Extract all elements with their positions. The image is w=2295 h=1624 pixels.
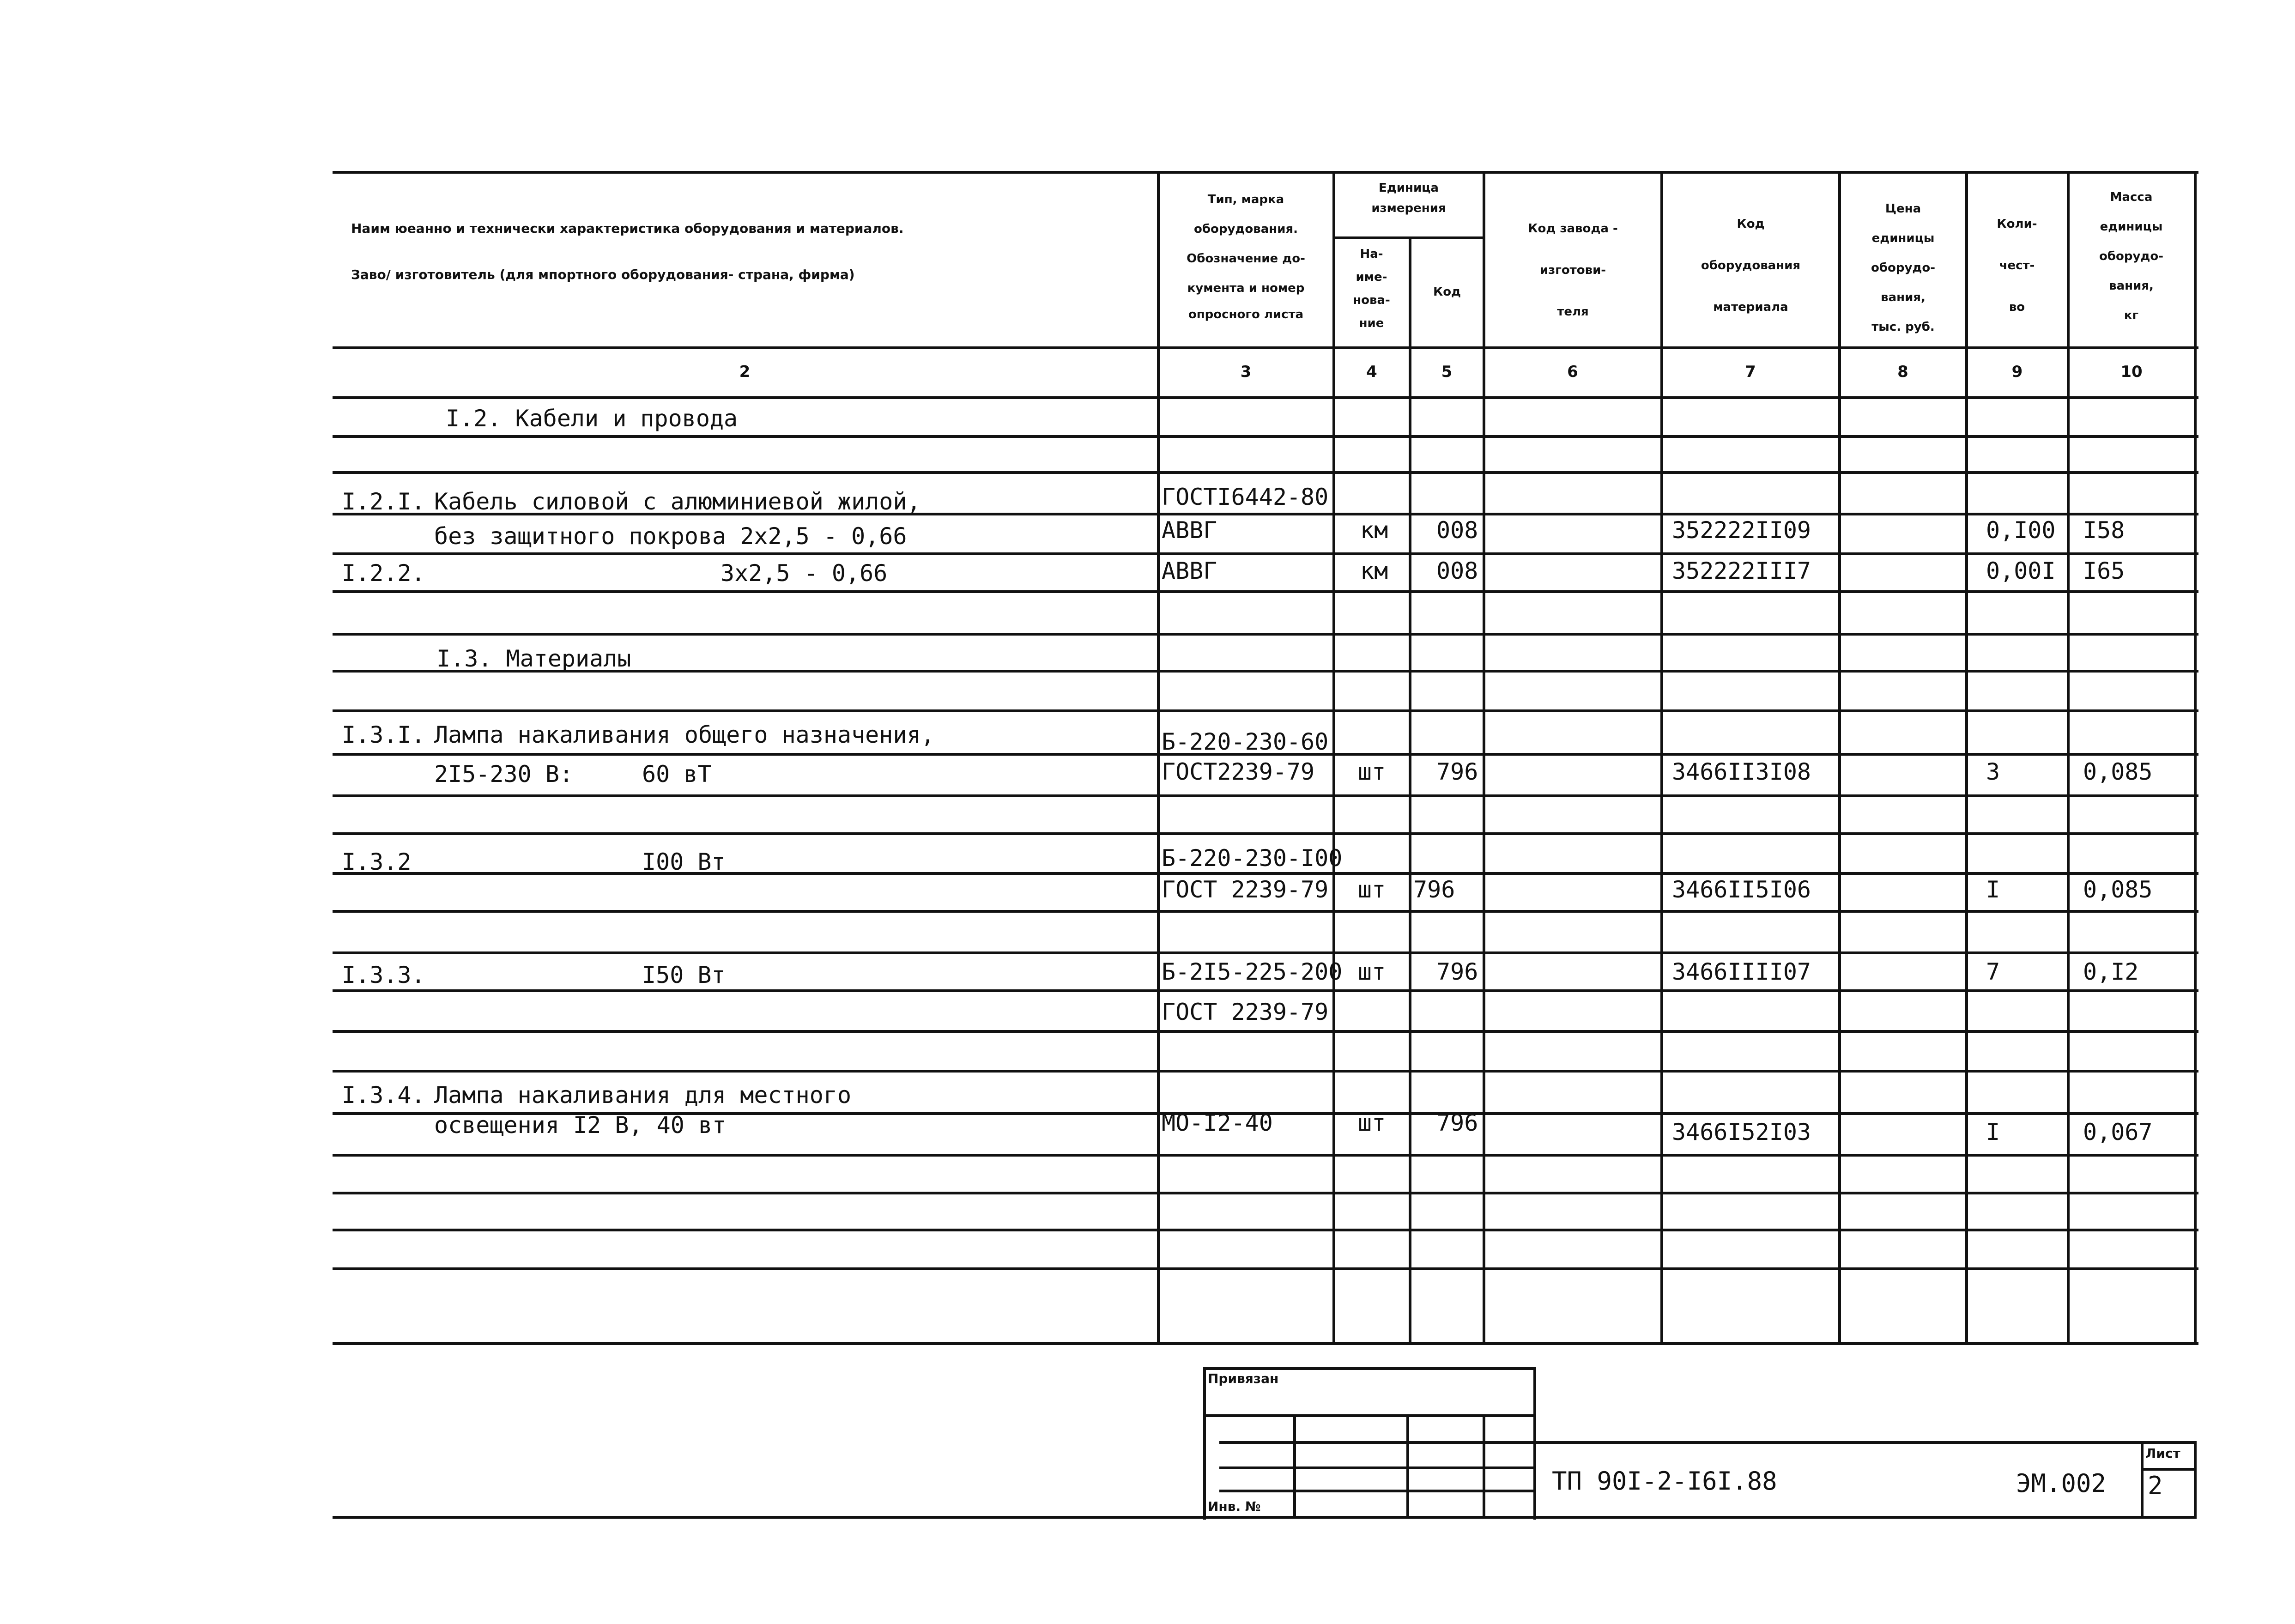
sheet-cell-divider [2141,1441,2144,1519]
table-bottom-border [333,1342,2198,1345]
item-number: I.2.2. [342,560,425,587]
item-type: МО-I2-40 [1162,1109,1273,1136]
item-name: Лампа накаливания для местного [434,1082,852,1109]
stamp-line [1219,1441,1536,1444]
item-mass: 0,067 [2083,1119,2153,1145]
stamp-line [1406,1414,1409,1518]
item-quantity: 0,I00 [1986,517,2056,544]
item-type: ГОСТ 2239-79 [1162,876,1329,903]
section-title: I.3. Материалы [436,645,631,672]
inventory-number-label: Инв. № [1208,1499,1261,1514]
item-unit-code: 796 [1436,1109,1478,1136]
stamp-line [1219,1490,1536,1492]
row-line [333,633,2198,636]
column-2-header-line-1: Наим юеанно и технически характеристика оборудования и материалов. [351,221,904,236]
header-line: единицы [1871,231,1935,245]
item-mass: 0,085 [2083,758,2153,785]
column-6-header [1486,208,1659,333]
title-block-bottom [333,1516,2196,1519]
stamp-top-label: Привязан [1208,1371,1279,1386]
item-number: I.3.3. [342,962,425,988]
item-name-suffix: 60 вТ [642,761,712,788]
item-type: Б-2I5-225-200 [1162,958,1343,985]
item-unit-code: 796 [1436,958,1478,985]
row-line [333,1267,2198,1270]
header-line: вания, [1881,291,1926,304]
header-line: кг [2124,309,2139,322]
row-line [333,794,2198,797]
item-unit: шт [1358,1109,1386,1136]
item-type: ГОСТ2239-79 [1162,758,1315,785]
item-name: Лампа накаливания общего назначения, [434,721,935,748]
header-line: опросного листа [1188,308,1304,321]
item-unit: км [1360,557,1388,584]
item-quantity: I [1986,1119,2000,1145]
row-line [333,590,2198,593]
row-line [333,951,2198,954]
stamp-line [1219,1466,1536,1469]
column-7-header [1664,203,1837,328]
item-number: I.3.I. [342,721,425,748]
header-line: Единица [1379,181,1439,195]
table-top-border [333,171,2198,174]
item-equipment-code: 3466II5I06 [1672,876,1811,903]
column-number-8: 8 [1897,363,1908,381]
column-number-3: 3 [1240,363,1252,381]
title-block-top [1533,1441,2196,1444]
header-line: На- [1360,247,1383,261]
item-name: без защитного покрова 2х2,5 - 0,66 [434,523,907,550]
sheet-cell-divider [2141,1468,2196,1471]
item-quantity: I [1986,876,2000,903]
row-line [333,1030,2198,1033]
item-mass: 0,085 [2083,876,2153,903]
header-line: изготови- [1539,263,1606,277]
header-line: оборудования [1701,259,1801,273]
row-line [333,709,2198,712]
row-line [333,435,2198,438]
row-line [333,471,2198,474]
column-4-header [1336,242,1407,335]
column-8-header [1842,194,1964,342]
header-line: теля [1557,305,1589,319]
stamp-line [1203,1367,1206,1520]
document-number: ТП 90I-2-I6I.88 [1552,1466,1777,1496]
column-10-header [2070,182,2192,330]
header-line: материала [1713,300,1788,314]
column-number-4: 4 [1366,363,1377,381]
item-equipment-code: 3466IIII07 [1672,958,1811,985]
item-type: ГОСТ 2239-79 [1162,999,1329,1025]
item-equipment-code: 352222III7 [1672,557,1811,584]
item-name: освещения I2 В, 40 вт [434,1112,727,1139]
item-type: ГОСТI6442-80 [1162,484,1329,510]
header-line: Коли- [1997,217,2037,231]
stamp-line [1483,1414,1485,1518]
row-line [333,1154,2198,1157]
header-line: Код [1737,217,1765,231]
item-name: 2I5-230 В: [434,761,574,788]
item-equipment-code: 3466I52I03 [1672,1119,1811,1145]
column-divider [1157,171,1160,1344]
header-line: Масса [2110,190,2153,204]
sheet-label: Лист [2145,1446,2180,1461]
column-5-header: Код [1433,285,1461,299]
item-mass: I58 [2083,517,2125,544]
item-number: I.2.I. [342,488,425,515]
item-quantity: 3 [1986,758,2000,785]
column-divider [1409,238,1411,1344]
document-code: ЭМ.002 [2016,1469,2107,1498]
column-divider [1332,171,1335,1344]
item-name: Кабель силовой с алюминиевой жилой, [434,488,921,515]
header-line: тыс. руб. [1871,320,1935,334]
header-bottom-border [333,346,2198,349]
item-unit: шт [1358,958,1386,985]
row-line [333,1070,2198,1073]
header-line: оборудо- [2099,249,2164,263]
item-mass: 0,I2 [2083,958,2139,985]
item-mass: I65 [2083,557,2125,584]
column-divider [1838,171,1841,1344]
item-type: АВВГ [1162,517,1217,544]
header-line: кумента и номер [1187,281,1305,295]
item-quantity: 7 [1986,958,2000,985]
row-line [333,910,2198,913]
column-number-5: 5 [1441,363,1453,381]
sheet-number: 2 [2148,1471,2163,1500]
header-line: оборудования. [1193,222,1298,236]
stamp-line [1203,1414,1536,1417]
item-unit: шт [1358,758,1386,785]
header-line: име- [1356,270,1387,284]
item-type: АВВГ [1162,557,1217,584]
item-name: 3х2,5 - 0,66 [721,560,888,587]
numbers-row-border [333,396,2198,399]
section-title: I.2. Кабели и провода [446,405,738,432]
column-divider [1483,171,1485,1344]
item-quantity: 0,00I [1986,557,2056,584]
column-number-10: 10 [2120,363,2143,381]
item-unit-code: 008 [1436,557,1478,584]
header-line: Обозначение до- [1187,252,1305,266]
title-block-right [2194,1441,2197,1519]
column-9-header [1968,203,2065,328]
row-line [333,989,2198,992]
column-divider [2067,171,2070,1344]
column-divider [1965,171,1968,1344]
column-number-2: 2 [739,363,751,381]
item-number: I.3.4. [342,1082,425,1109]
item-unit-code: 796 [1436,758,1478,785]
header-line: ние [1359,316,1384,330]
header-line: Цена [1885,202,1921,216]
item-unit: км [1360,517,1388,544]
item-unit: шт [1358,876,1386,903]
row-line [333,1192,2198,1194]
row-line [333,832,2198,835]
item-name: I00 Вт [642,848,726,875]
item-equipment-code: 3466II3I08 [1672,758,1811,785]
column-number-9: 9 [2011,363,2023,381]
item-name: I50 Вт [642,962,726,988]
item-type: Б-220-230-I00 [1162,845,1343,872]
column-2-header-line-2: Заво/ изготовитель (для мпортного оборудования- страна, фирма) [351,267,855,282]
item-unit-code: 796 [1413,876,1455,903]
item-number: I.3.2 [342,848,412,875]
header-line: единицы [2100,220,2163,234]
item-unit-code: 008 [1436,517,1478,544]
item-type: Б-220-230-60 [1162,728,1329,755]
unit-group-header [1335,178,1483,218]
stamp-line [1293,1414,1296,1518]
column-divider [1660,171,1663,1344]
header-line: Тип, марка [1207,193,1284,206]
header-line: Код завода - [1528,222,1618,236]
header-line: чест- [1999,259,2035,273]
row-line [333,1229,2198,1231]
column-number-7: 7 [1745,363,1756,381]
item-equipment-code: 352222II09 [1672,517,1811,544]
header-line: измерения [1371,201,1446,215]
header-line: вания, [2109,279,2154,293]
header-line: во [2009,300,2025,314]
column-number-6: 6 [1567,363,1578,381]
table-right-border [2194,171,2197,1344]
unit-group-divider [1332,236,1483,239]
column-3-header [1162,185,1330,326]
header-line: нова- [1353,293,1390,307]
stamp-line [1203,1367,1536,1370]
header-line: оборудо- [1871,261,1936,275]
